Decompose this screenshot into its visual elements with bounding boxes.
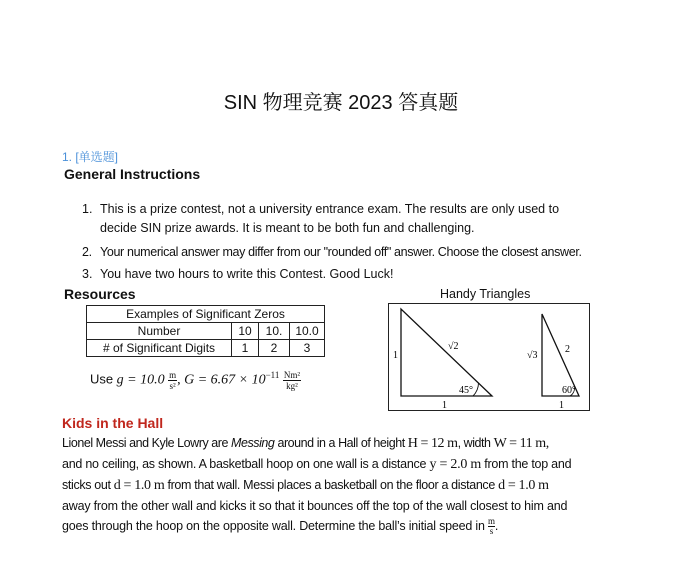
row-label-sig-digits: # of Significant Digits bbox=[87, 340, 232, 357]
math-d: d = 1.0 m bbox=[113, 478, 165, 493]
t2-hypotenuse-label: 2 bbox=[565, 344, 570, 355]
question-label: 1. [单选题] bbox=[62, 150, 119, 164]
table-cell: 1 bbox=[232, 340, 259, 357]
speed-unit-num: m bbox=[488, 516, 495, 527]
triangles-svg bbox=[389, 304, 589, 410]
emphasis-messing: Messing bbox=[231, 436, 275, 450]
table-cell: 10. bbox=[259, 323, 290, 340]
G-unit-den: kg² bbox=[286, 381, 298, 391]
t2-angle-label: 60° bbox=[562, 385, 576, 396]
use-label: Use bbox=[90, 371, 114, 387]
text-span: and no ceiling, as shown. A basketball hoop on one wall is a distance bbox=[62, 457, 430, 471]
angle-arc-45 bbox=[473, 383, 479, 397]
constant-separator: , bbox=[177, 372, 185, 388]
instruction-number: 1. bbox=[82, 202, 93, 216]
triangle-60 bbox=[542, 314, 579, 396]
g-unit-num: m bbox=[169, 370, 177, 380]
instruction-text: You have two hours to write this Contest. Good Luck! bbox=[100, 267, 394, 281]
text-span: . bbox=[494, 519, 499, 533]
text-span: sticks out bbox=[62, 478, 114, 492]
G-unit-num: Nm² bbox=[283, 370, 301, 380]
instruction-item-2 bbox=[82, 243, 622, 262]
math-y: y = 2.0 m bbox=[429, 457, 482, 472]
general-instructions-heading: General Instructions bbox=[64, 166, 201, 182]
t2-vertical-label: √3 bbox=[527, 350, 538, 361]
problem-line-2 bbox=[62, 454, 597, 475]
text-span: from that wall. Messi places a basketball on the floor a distance bbox=[164, 478, 499, 492]
instruction-item-1 bbox=[82, 200, 602, 238]
text-span: from the top and bbox=[481, 457, 572, 471]
table-cell: 10.0 bbox=[290, 323, 325, 340]
g-constant: g = 10.0 bbox=[116, 372, 165, 388]
t1-vertical-label: 1 bbox=[393, 350, 398, 361]
table-cell: 3 bbox=[290, 340, 325, 357]
problem-heading: Kids in the Hall bbox=[62, 415, 164, 431]
row-label-number: Number bbox=[87, 323, 232, 340]
G-constant: G = 6.67 × 10 bbox=[184, 372, 266, 388]
g-unit bbox=[168, 370, 177, 391]
math-width: W = 11 m, bbox=[493, 436, 549, 451]
significant-zeros-table bbox=[86, 305, 325, 357]
g-unit-den: s² bbox=[169, 381, 176, 391]
instruction-text: This is a prize contest, not a university entrance exam. The results are only used to decide SIN prize awards. It is meant to be both fun and challenging. bbox=[100, 202, 560, 235]
t1-hypotenuse-label: √2 bbox=[448, 341, 459, 352]
text-span: , width bbox=[457, 436, 494, 450]
math-d: d = 1.0 m bbox=[498, 478, 549, 493]
triangles-figure bbox=[388, 303, 590, 411]
G-exponent: −11 bbox=[265, 370, 280, 381]
handy-triangles-heading: Handy Triangles bbox=[440, 287, 531, 301]
t1-angle-label: 45° bbox=[459, 385, 473, 396]
problem-line-5 bbox=[62, 516, 597, 536]
text-span: Lionel Messi and Kyle Lowry are bbox=[62, 436, 232, 450]
instruction-item-3 bbox=[82, 265, 393, 284]
t2-base-label: 1 bbox=[559, 400, 564, 410]
text-span: around in a Hall of height bbox=[274, 436, 408, 450]
constants-line bbox=[90, 370, 301, 391]
instruction-number: 3. bbox=[82, 267, 93, 281]
instruction-number: 2. bbox=[82, 245, 92, 259]
speed-unit bbox=[488, 517, 495, 536]
page-title: SIN 物理竞赛 2023 答真题 bbox=[223, 92, 459, 114]
math-height: H = 12 m bbox=[407, 436, 458, 451]
table-cell: 2 bbox=[259, 340, 290, 357]
speed-unit-den: s bbox=[489, 526, 494, 537]
t1-base-label: 1 bbox=[442, 400, 447, 410]
problem-line-1 bbox=[62, 433, 597, 454]
problem-line-4: away from the other wall and kicks it so that it bounces off the top of the wall closest to him and bbox=[62, 499, 568, 513]
instruction-text: Your numerical answer may differ from our "rounded off" answer. Choose the closest answer. bbox=[100, 245, 582, 259]
table-cell: 10 bbox=[232, 323, 259, 340]
text-span: goes through the hoop on the opposite wall. Determine the ball’s initial speed in bbox=[62, 519, 489, 533]
problem-text bbox=[62, 433, 597, 536]
G-unit bbox=[283, 370, 301, 391]
table-caption: Examples of Significant Zeros bbox=[87, 306, 325, 323]
problem-line-3 bbox=[62, 475, 597, 496]
resources-heading: Resources bbox=[64, 286, 136, 302]
